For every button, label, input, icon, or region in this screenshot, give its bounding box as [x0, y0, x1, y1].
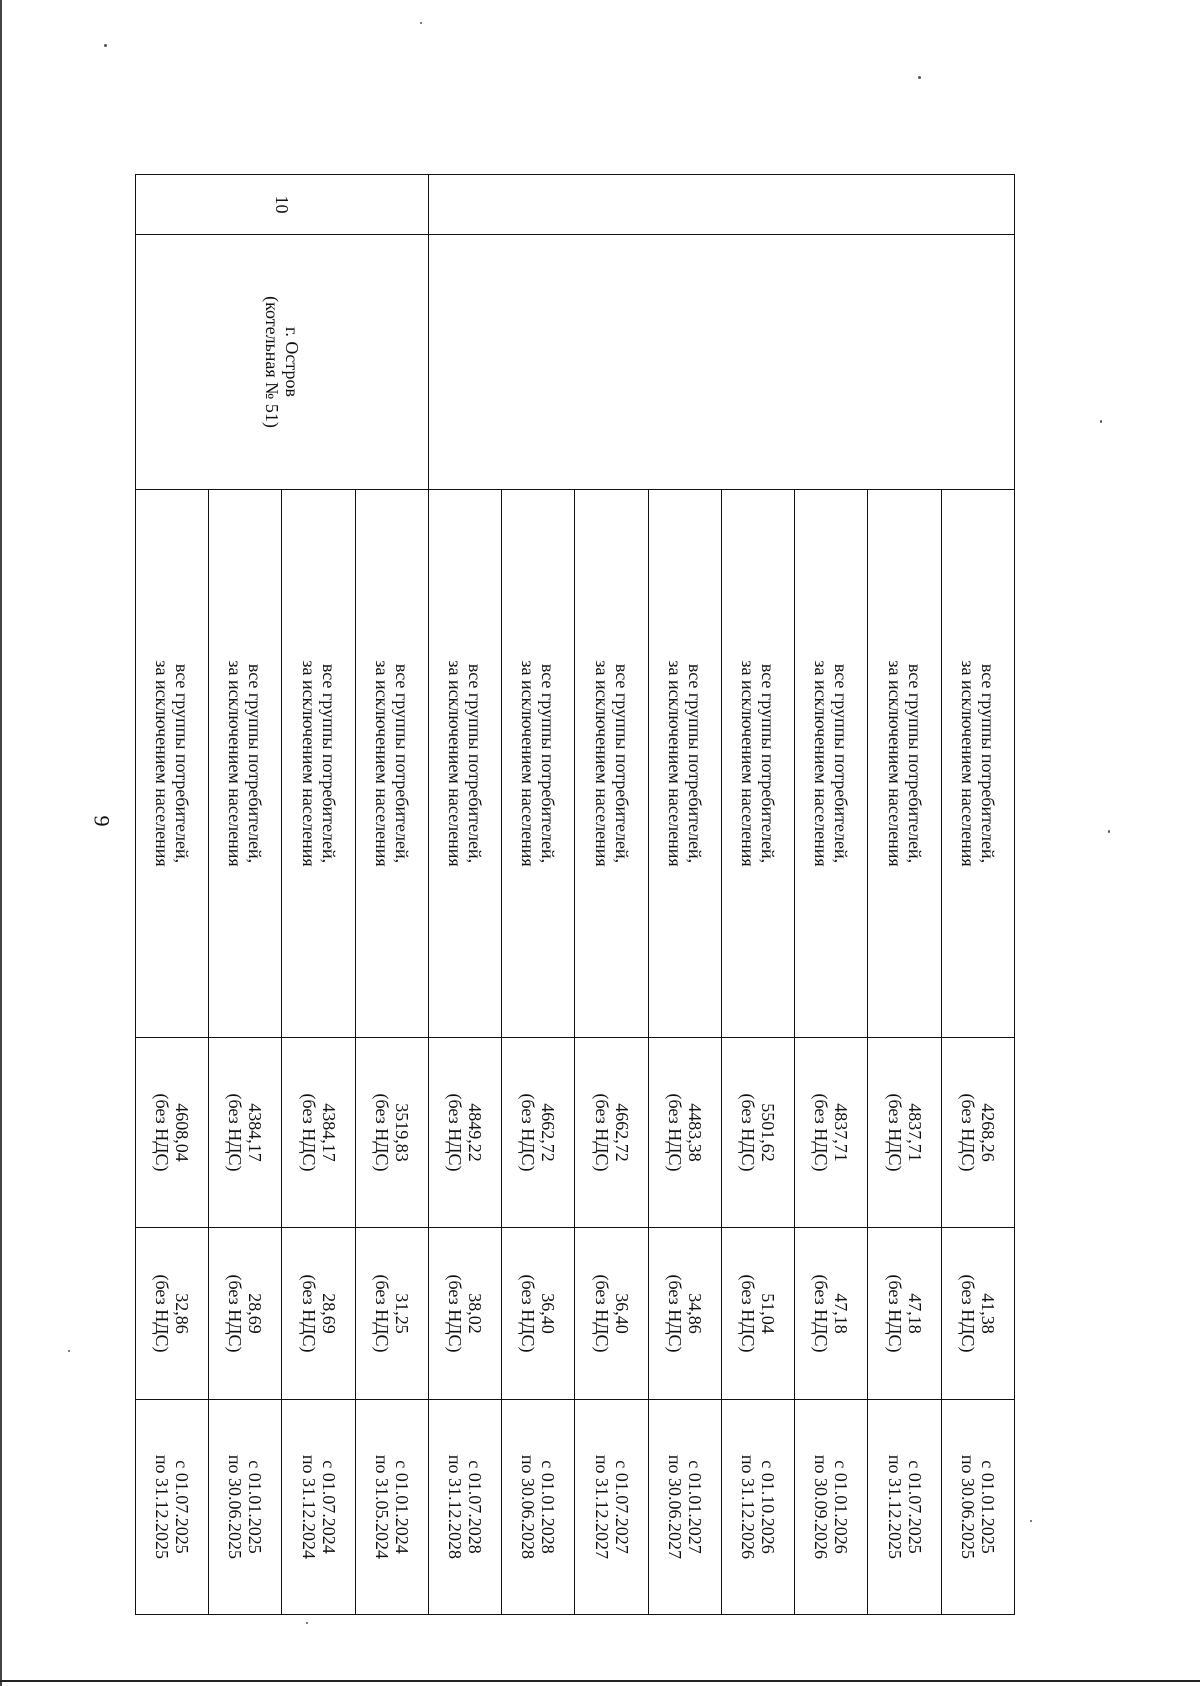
period-end: по 31.12.2025: [152, 1454, 173, 1560]
tariff-note: (без НДС): [371, 1274, 392, 1353]
tariff-note: (без НДС): [152, 1274, 173, 1353]
tariff-table-body: [136, 175, 1015, 1615]
period-end: по 30.09.2026: [811, 1454, 832, 1560]
tariff-value: 3519,83: [391, 1103, 412, 1162]
tariff-cell: [355, 1228, 428, 1400]
tariff-cell: [648, 1228, 721, 1400]
tariff-cell: [282, 1038, 355, 1228]
consumer-group-cell: [355, 490, 428, 1038]
consumer-group-cell: [575, 490, 648, 1038]
tariff-note: (без НДС): [884, 1274, 905, 1353]
tariff-value: 31,25: [391, 1293, 412, 1334]
tariff-cell: [502, 1038, 575, 1228]
tariff-note: (без НДС): [591, 1274, 612, 1353]
consumer-group-cell: [502, 490, 575, 1038]
consumer-group-cell: [282, 490, 355, 1038]
place-cell: [136, 235, 429, 490]
row-number-cell: 10: [136, 175, 429, 235]
tariff-cell: [868, 1228, 941, 1400]
tariff-value: 4483,38: [684, 1103, 705, 1162]
consumer-group-line: за исключением населения: [591, 660, 612, 867]
tariff-cell: [722, 1228, 795, 1400]
period-cell: [282, 1400, 355, 1615]
tariff-note: (без НДС): [152, 1093, 173, 1172]
tariff-note: (без НДС): [738, 1274, 759, 1353]
period-cell: [136, 1400, 209, 1615]
consumer-group-line: за исключением населения: [664, 660, 685, 867]
tariff-note: (без НДС): [884, 1093, 905, 1172]
tariff-cell: [941, 1228, 1014, 1400]
consumer-group-line: все группы потребителей,: [465, 663, 486, 864]
consumer-group-line: за исключением населения: [811, 660, 832, 867]
period-start: с 01.07.2025: [172, 1460, 193, 1554]
tariff-note: (без НДС): [811, 1274, 832, 1353]
tariff-value: 28,69: [318, 1293, 339, 1334]
tariff-cell: [209, 1228, 282, 1400]
period-cell: [941, 1400, 1014, 1615]
period-end: по 30.06.2025: [225, 1454, 246, 1560]
period-end: по 31.05.2024: [371, 1454, 392, 1560]
period-end: по 31.12.2028: [445, 1454, 466, 1560]
scan-speck: [1030, 1520, 1032, 1522]
consumer-group-line: все группы потребителей,: [391, 663, 412, 864]
period-start: с 01.01.2028: [538, 1460, 559, 1554]
page-edge-bottom: [0, 1680, 1200, 1682]
consumer-group-line: все группы потребителей,: [318, 663, 339, 864]
tariff-cell: [941, 1038, 1014, 1228]
consumer-group-line: за исключением населения: [371, 660, 392, 867]
consumer-group-line: за исключением населения: [738, 660, 759, 867]
tariff-note: (без НДС): [445, 1274, 466, 1353]
period-cell: [868, 1400, 941, 1615]
period-start: с 01.07.2028: [465, 1460, 486, 1554]
tariff-cell: [868, 1038, 941, 1228]
consumer-group-cell: [209, 490, 282, 1038]
period-start: с 01.01.2025: [245, 1460, 266, 1554]
tariff-cell: [282, 1228, 355, 1400]
period-cell: [429, 1400, 502, 1615]
consumer-group-line: за исключением населения: [298, 660, 319, 867]
period-cell: [209, 1400, 282, 1615]
tariff-value: 4268,26: [977, 1103, 998, 1162]
consumer-group-line: за исключением населения: [225, 660, 246, 867]
tariff-note: (без НДС): [298, 1274, 319, 1353]
period-end: по 31.12.2026: [738, 1454, 759, 1560]
period-start: с 01.01.2026: [831, 1460, 852, 1554]
row-number-cell: [429, 175, 1015, 235]
tariff-value: 4384,17: [318, 1103, 339, 1162]
tariff-value: 4608,04: [172, 1103, 193, 1162]
tariff-note: (без НДС): [298, 1093, 319, 1172]
consumer-group-line: все группы потребителей,: [245, 663, 266, 864]
tariff-note: (без НДС): [664, 1274, 685, 1353]
scan-speck: [68, 1350, 70, 1352]
consumer-group-line: за исключением населения: [445, 660, 466, 867]
tariff-value: 36,40: [611, 1293, 632, 1334]
tariff-value: 51,04: [758, 1293, 779, 1334]
tariff-value: 4384,17: [245, 1103, 266, 1162]
scan-speck: [1108, 830, 1110, 833]
table-row: [941, 175, 1014, 1615]
scan-speck: [306, 1622, 308, 1624]
consumer-group-line: все группы потребителей,: [611, 663, 632, 864]
tariff-table: [135, 174, 1015, 1615]
consumer-group-cell: [429, 490, 502, 1038]
consumer-group-line: за исключением населения: [884, 660, 905, 867]
tariff-note: (без НДС): [225, 1274, 246, 1353]
tariff-value: 34,86: [684, 1293, 705, 1334]
tariff-value: 4837,71: [831, 1103, 852, 1162]
tariff-note: (без НДС): [445, 1093, 466, 1172]
tariff-note: (без НДС): [518, 1274, 539, 1353]
tariff-value: 4662,72: [611, 1103, 632, 1162]
period-cell: [575, 1400, 648, 1615]
period-start: с 01.01.2027: [684, 1460, 705, 1554]
consumer-group-line: все группы потребителей,: [904, 663, 925, 864]
tariff-cell: [795, 1228, 868, 1400]
tariff-value: 41,38: [977, 1293, 998, 1334]
period-start: с 01.01.2024: [391, 1460, 412, 1554]
tariff-value: 47,18: [904, 1293, 925, 1334]
tariff-value: 5501,62: [758, 1103, 779, 1162]
consumer-group-cell: [648, 490, 721, 1038]
period-end: по 31.12.2027: [591, 1454, 612, 1560]
period-start: с 01.07.2024: [318, 1460, 339, 1554]
table-row: [355, 175, 428, 1615]
tariff-value: 47,18: [831, 1293, 852, 1334]
tariff-note: (без НДС): [518, 1093, 539, 1172]
page-edge-left: [0, 0, 2, 1686]
place-line: (котельная № 51): [262, 296, 282, 428]
tariff-cell: [355, 1038, 428, 1228]
place-line: г. Остров: [282, 327, 302, 397]
tariff-note: (без НДС): [591, 1093, 612, 1172]
tariff-value: 4662,72: [538, 1103, 559, 1162]
period-start: с 01.10.2026: [758, 1460, 779, 1554]
consumer-group-line: все группы потребителей,: [172, 663, 193, 864]
tariff-cell: [429, 1228, 502, 1400]
tariff-value: 28,69: [245, 1293, 266, 1334]
tariff-note: (без НДС): [225, 1093, 246, 1172]
period-end: по 31.12.2024: [298, 1454, 319, 1560]
period-end: по 31.12.2025: [884, 1454, 905, 1560]
tariff-value: 4849,22: [465, 1103, 486, 1162]
tariff-note: (без НДС): [811, 1093, 832, 1172]
period-start: с 01.07.2025: [904, 1460, 925, 1554]
tariff-cell: [722, 1038, 795, 1228]
tariff-note: (без НДС): [957, 1274, 978, 1353]
consumer-group-line: за исключением населения: [518, 660, 539, 867]
consumer-group-line: все группы потребителей,: [758, 663, 779, 864]
tariff-cell: [209, 1038, 282, 1228]
period-start: с 01.07.2027: [611, 1460, 632, 1554]
tariff-cell: [502, 1228, 575, 1400]
tariff-cell: [136, 1038, 209, 1228]
tariff-note: (без НДС): [957, 1093, 978, 1172]
tariff-cell: [648, 1038, 721, 1228]
consumer-group-cell: [941, 490, 1014, 1038]
tariff-value: 4837,71: [904, 1103, 925, 1162]
period-cell: [648, 1400, 721, 1615]
consumer-group-cell: [795, 490, 868, 1038]
tariff-cell: [429, 1038, 502, 1228]
table-container: [135, 174, 1015, 1614]
period-start: с 01.01.2025: [977, 1460, 998, 1554]
tariff-value: 36,40: [538, 1293, 559, 1334]
scan-speck: [420, 22, 422, 24]
tariff-cell: [575, 1228, 648, 1400]
consumer-group-cell: [722, 490, 795, 1038]
tariff-cell: [795, 1038, 868, 1228]
consumer-group-cell: [868, 490, 941, 1038]
scan-speck: [1100, 420, 1102, 423]
period-cell: [502, 1400, 575, 1615]
consumer-group-line: все группы потребителей,: [684, 663, 705, 864]
consumer-group-line: за исключением населения: [152, 660, 173, 867]
tariff-cell: [136, 1228, 209, 1400]
place-cell: [429, 235, 1015, 490]
period-cell: [355, 1400, 428, 1615]
tariff-cell: [575, 1038, 648, 1228]
consumer-group-cell: [136, 490, 209, 1038]
tariff-note: (без НДС): [738, 1093, 759, 1172]
tariff-note: (без НДС): [371, 1093, 392, 1172]
tariff-note: (без НДС): [664, 1093, 685, 1172]
period-end: по 30.06.2028: [518, 1454, 539, 1560]
page-number: 9: [89, 815, 115, 827]
consumer-group-line: все группы потребителей,: [977, 663, 998, 864]
consumer-group-line: за исключением населения: [957, 660, 978, 867]
consumer-group-line: все группы потребителей,: [538, 663, 559, 864]
period-end: по 30.06.2027: [664, 1454, 685, 1560]
tariff-value: 32,86: [172, 1293, 193, 1334]
scan-speck: [104, 44, 107, 47]
period-cell: [795, 1400, 868, 1615]
period-end: по 30.06.2025: [957, 1454, 978, 1560]
period-cell: [722, 1400, 795, 1615]
consumer-group-line: все группы потребителей,: [831, 663, 852, 864]
scan-speck: [918, 76, 921, 79]
tariff-value: 38,02: [465, 1293, 486, 1334]
